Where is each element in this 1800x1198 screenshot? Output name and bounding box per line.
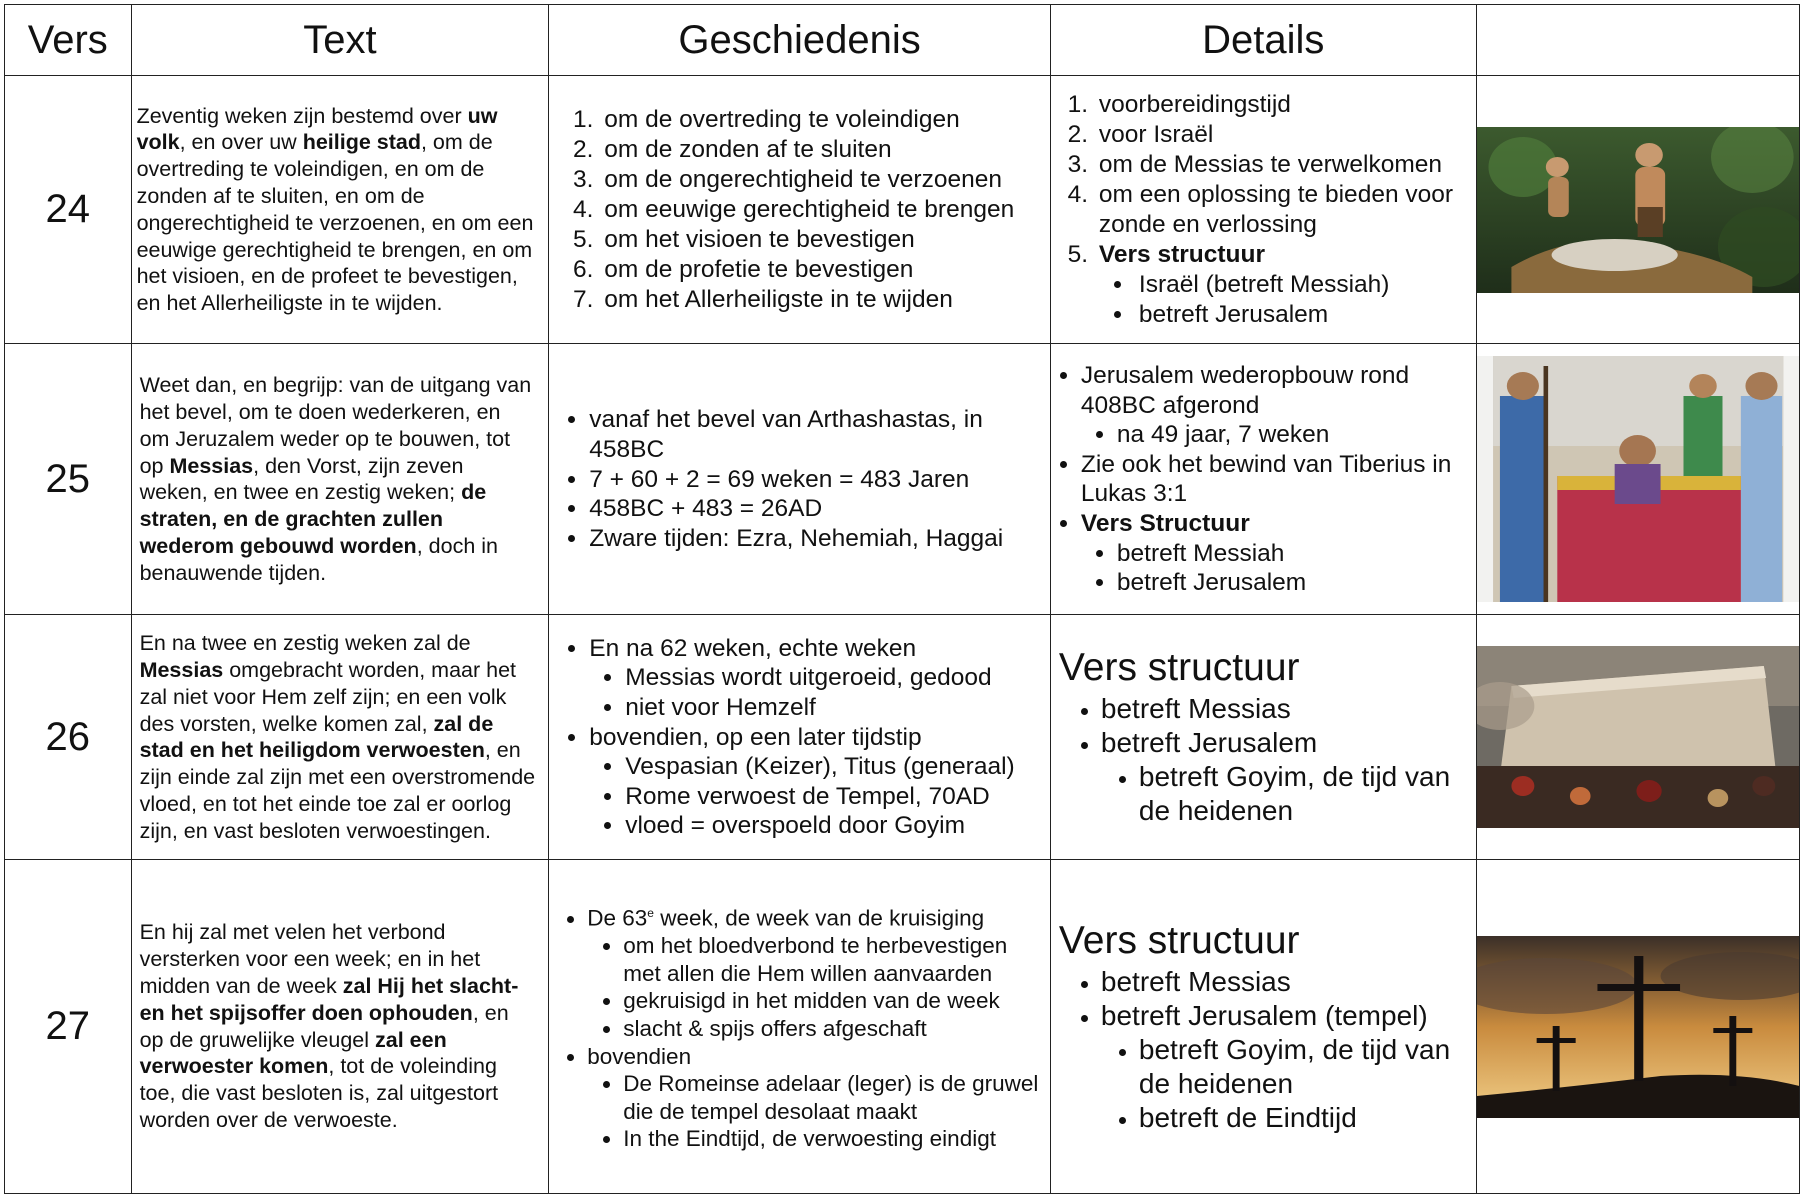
text-bold: heilige stad <box>302 130 421 155</box>
list-item: • De Romeinse adelaar (leger) is de gruwel die de tempel desolaat maakt <box>623 1070 1044 1125</box>
header-image <box>1476 5 1799 76</box>
list-item <box>589 723 1044 841</box>
text-bold: Messias <box>169 453 254 478</box>
list-item <box>1101 726 1472 828</box>
header-text: Text <box>131 5 549 76</box>
list-item <box>1081 509 1472 598</box>
list-item-text: De 63 <box>587 905 648 931</box>
text-bold: uw volk <box>136 103 498 155</box>
list-item <box>587 1043 1044 1153</box>
list-item: • betreft de Eindtijd <box>1139 1101 1472 1135</box>
decree-scene-image <box>1477 356 1799 602</box>
image-cell <box>1476 615 1799 860</box>
sub-list <box>589 752 1044 841</box>
list-item: • na 49 jaar, 7 weken <box>1117 420 1472 450</box>
details-list <box>1059 361 1472 598</box>
verse-table <box>4 4 1800 1194</box>
list-item <box>1081 361 1472 450</box>
list-item: • betreft Jerusalem <box>1117 568 1472 598</box>
list-item: • 458BC + 483 = 26AD <box>589 494 1044 524</box>
text-part: , tot de voleinding toe, die vast besloten is, zal uitgestort worden over de verwoeste. <box>139 1054 499 1132</box>
structure-label: Vers structuur <box>1098 240 1266 268</box>
list-item: • niet voor Hemzelf <box>625 693 1044 723</box>
list-item <box>587 900 1044 1042</box>
list-item: • Messias wordt uitgeroeid, gedood <box>625 663 1044 693</box>
geschiedenis-cell <box>549 860 1051 1194</box>
list-item: 7. om het Allerheiligste in te wijden <box>600 285 1044 315</box>
list-item: • betreft Messiah <box>1117 539 1472 569</box>
list-item: • In the Eindtijd, de verwoesting eindigt <box>623 1125 1044 1153</box>
text-part: , en op de gruwelijke vleugel <box>139 1000 509 1052</box>
list-item: • vanaf het bevel van Arthashastas, in 458BC <box>589 405 1044 464</box>
list-item: 1. voorbereidingstijd <box>1095 90 1472 120</box>
geschiedenis-cell <box>549 344 1051 615</box>
row-24 <box>5 76 1800 344</box>
text-part: , doch in benauwende tijden. <box>139 533 498 585</box>
text-part: En hij zal met velen het verbond versterken voor een week; en in het midden van de week <box>139 920 481 999</box>
header-vers: Vers <box>5 5 132 76</box>
list-item-text: Jerusalem wederopbouw rond 408BC afgerond <box>1080 361 1410 419</box>
structure-list <box>1099 270 1472 330</box>
sub-list <box>589 663 1044 722</box>
list-item: • betreft Messias <box>1101 692 1472 726</box>
structure-list <box>1081 539 1472 598</box>
geschiedenis-list <box>557 405 1044 553</box>
text-part: , en zijn einde zal zijn met een overstromende vloed, en tot het einde toe zal er oorlog zijn, en vast besloten verwoestingen. <box>139 738 536 843</box>
list-item <box>1095 240 1472 330</box>
structure-list <box>1059 692 1472 828</box>
header-details: Details <box>1050 5 1476 76</box>
text-part: Zeventig weken zijn bestemd over <box>136 103 468 128</box>
geschiedenis-list <box>557 900 1044 1153</box>
list-item: 4. om een oplossing te bieden voor zonde en verlossing <box>1095 180 1472 240</box>
header-row <box>5 5 1800 76</box>
list-item-text: bovendien, op een later tijdstip <box>589 723 922 751</box>
list-item: 6. om de profetie te bevestigen <box>600 255 1044 285</box>
list-item: 1. om de overtreding te voleindigen <box>600 105 1044 135</box>
geschiedenis-cell <box>549 76 1051 344</box>
text-part: omgebracht worden, maar het zal niet voor Hem zelf zijn; en een volk des vorsten, welke komen zal, <box>139 657 517 736</box>
text-part: , om de overtreding te voleindigen, en om de zonden af te sluiten, en om de ongerechtigheid te verzoenen, en om een eeuwige gerechtigheid te brengen, en om het visioen, en de profeet te bevestigen, en het Allerheiligste in te wijden. <box>136 130 534 316</box>
text-bold: zal een verwoester komen <box>139 1027 447 1079</box>
structure-title: Vers structuur <box>1058 918 1300 962</box>
list-item: • Zware tijden: Ezra, Nehemiah, Haggai <box>589 524 1044 554</box>
row-25 <box>5 344 1800 615</box>
list-item: 3. om de Messias te verwelkomen <box>1095 150 1472 180</box>
text-bold: zal Hij het slacht-en het spijsoffer doen ophouden <box>139 974 519 1025</box>
list-item: • gekruisigd in het midden van de week <box>623 987 1044 1015</box>
list-item-text: betreft Jerusalem (tempel) <box>1100 999 1428 1031</box>
details-cell <box>1050 860 1476 1194</box>
row-27 <box>5 860 1800 1194</box>
crucifixion-image <box>1477 936 1799 1118</box>
text-bold: Messias <box>139 657 224 682</box>
list-item: • vloed = overspoeld door Goyim <box>625 811 1044 841</box>
details-list <box>1059 90 1472 330</box>
vers-number: 27 <box>5 860 132 1194</box>
verse-text <box>131 615 549 860</box>
text-bold: de straten, en de grachten zullen wederom gebouwd worden <box>139 480 487 558</box>
list-item: • betreft Goyim, de tijd van de heidenen <box>1139 760 1472 828</box>
structure-title: Vers structuur <box>1058 646 1300 690</box>
list-item: 4. om eeuwige gerechtigheid te brengen <box>600 195 1044 225</box>
geschiedenis-cell <box>549 615 1051 860</box>
vers-number: 24 <box>5 76 132 344</box>
list-item: • Zie ook het bewind van Tiberius in Lukas 3:1 <box>1081 450 1472 509</box>
text-bold: zal de stad en het heiligdom verwoesten <box>139 711 494 763</box>
text-part: , den Vorst, zijn zeven weken, en twee en zestig weken; <box>139 453 464 505</box>
text-part: Weet dan, en begrijp: van de uitgang van het bevel, om te doen wederkeren, en om Jeruzalem weder op te bouwen, tot op <box>139 373 532 478</box>
image-cell <box>1476 860 1799 1194</box>
list-item: • Rome verwoest de Tempel, 70AD <box>625 782 1044 812</box>
row-26 <box>5 615 1800 860</box>
details-cell <box>1050 344 1476 615</box>
verse-text <box>131 344 549 615</box>
verse-text <box>131 76 549 344</box>
sacrifice-scene-image <box>1477 127 1799 293</box>
temple-destruction-image <box>1477 646 1799 828</box>
list-item-text: En na 62 weken, echte weken <box>589 634 917 662</box>
list-item: • betreft Goyim, de tijd van de heidenen <box>1139 1033 1472 1101</box>
details-cell <box>1050 615 1476 860</box>
sub-list <box>1081 420 1472 450</box>
verse-text <box>131 860 549 1194</box>
details-cell <box>1050 76 1476 344</box>
text-part: , en over uw <box>179 130 303 155</box>
vers-number: 25 <box>5 344 132 615</box>
list-item <box>589 634 1044 723</box>
structure-list <box>1059 965 1472 1135</box>
list-item: 3. om de ongerechtigheid te verzoenen <box>600 165 1044 195</box>
list-item-text: betreft Jerusalem <box>1100 727 1318 759</box>
image-cell <box>1476 344 1799 615</box>
text-part: En na twee en zestig weken zal de <box>139 631 471 656</box>
list-item-text: week, de week van de kruisiging <box>653 905 985 931</box>
sub-list <box>587 932 1044 1042</box>
geschiedenis-list <box>557 634 1044 841</box>
sub-list <box>1101 1033 1472 1135</box>
list-item: 2. om de zonden af te sluiten <box>600 135 1044 165</box>
sub-list <box>1101 760 1472 828</box>
list-item: • om het bloedverbond te herbevestigen met allen die Hem willen aanvaarden <box>623 932 1044 987</box>
geschiedenis-list <box>557 105 1044 315</box>
list-item: 2. voor Israël <box>1095 120 1472 150</box>
list-item <box>1101 999 1472 1135</box>
structure-label: Vers Structuur <box>1080 509 1250 537</box>
list-item: • slacht & spijs offers afgeschaft <box>623 1015 1044 1043</box>
list-item: • Israël (betreft Messiah) <box>1135 270 1472 300</box>
image-cell <box>1476 76 1799 344</box>
list-item: • Vespasian (Keizer), Titus (generaal) <box>625 752 1044 782</box>
sub-list <box>587 1070 1044 1153</box>
list-item: • betreft Jerusalem <box>1135 300 1472 330</box>
list-item-text: bovendien <box>587 1043 692 1069</box>
list-item: • 7 + 60 + 2 = 69 weken = 483 Jaren <box>589 465 1044 495</box>
vers-number: 26 <box>5 615 132 860</box>
header-geschiedenis: Geschiedenis <box>549 5 1051 76</box>
list-item: 5. om het visioen te bevestigen <box>600 225 1044 255</box>
superscript: e <box>647 906 654 921</box>
list-item: • betreft Messias <box>1101 965 1472 999</box>
